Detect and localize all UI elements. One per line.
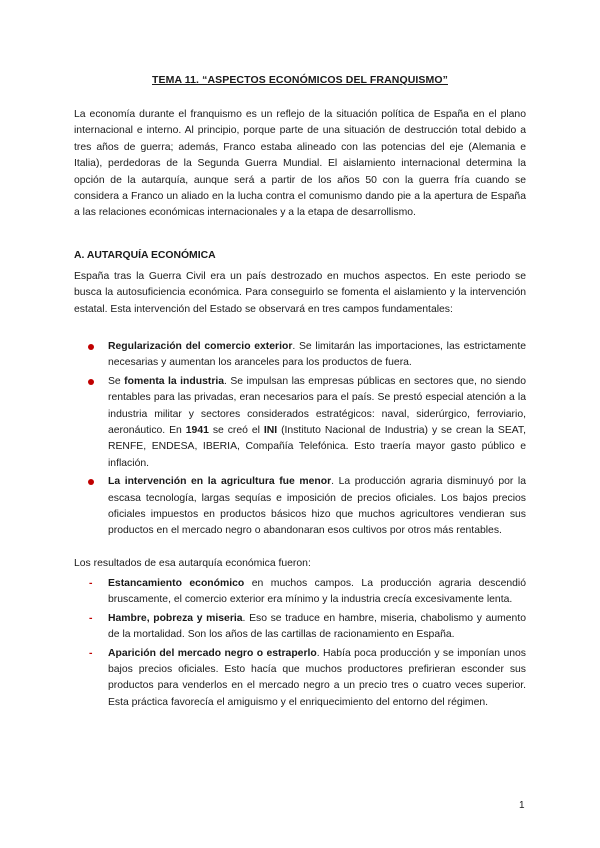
- page-number: 1: [519, 800, 525, 811]
- section-heading-autarquia: A. AUTARQUÍA ECONÓMICA: [74, 250, 216, 261]
- results-list: [88, 576, 526, 711]
- bullet-dot: [88, 344, 94, 350]
- intervention-list: [88, 339, 526, 540]
- page-title: TEMA 11. “ASPECTOS ECONÓMICOS DEL FRANQUISMO”: [151, 74, 448, 86]
- autarquia-paragraph: España tras la Guerra Civil era un país destrozado en muchos aspectos. En este periodo se busca la autosuficiencia económica. Para conseguirlo se fomenta el aislamiento y la intervención estatal. Esta intervención del Estado se observará en tres campos fundamentales:: [74, 271, 526, 315]
- list-item: - Hambre, pobreza y miseria. Eso se traduce en hambre, miseria, chabolismo y aumento de la mortalidad. Son los años de las cartillas de racionamiento en España.: [89, 612, 527, 641]
- dash-marker: -: [89, 578, 93, 589]
- bullet-dot: [88, 479, 94, 485]
- bullet-dot: [88, 379, 94, 385]
- results-intro: Los resultados de esa autarquía económica fueron:: [74, 558, 311, 569]
- list-item: Regularización del comercio exterior. Se limitarán las importaciones, las estrictamente necesarias y aumentan los aranceles para los productos de fuera.: [88, 339, 526, 372]
- dash-marker: -: [89, 647, 93, 659]
- list-item: - Aparición del mercado negro o estraperlo. Había poca producción y se imponían unos bajos precios oficiales. Esto hacía que muchos productores prefirieran esconder sus productos para venderlos en el mercado negro a un precio tres o cuatro veces superior. Esta práctica favorecía el amiguismo y el enriquecimiento del entorno del régimen.: [89, 647, 526, 708]
- intro-paragraph: La economía durante el franquismo es un reflejo de la situación política de España en el plano internacional e interno. Al principio, porque parte de una situación de destrucción total debido a tres años de guerra; además, Franco estaba alineado con las potencias del eje (Alemania e Italia), perdedoras de la Segunda Guerra Mundial. El aislamiento internacional determina la opción de la autarquía, aunque será a partir de los años 50 con la guerra fría cuando se considera a Franco un aliado en la lucha contra el comunismo dando pie a la apertura de España a las relaciones económicas internacionales y a la etapa de desarrollismo.: [74, 109, 526, 219]
- list-item: - Estancamiento económico en muchos campos. La producción agraria descendió bruscamente, el comercio exterior era mínimo y la industria crecía excesivamente lenta.: [89, 578, 526, 606]
- dash-marker: -: [89, 612, 93, 624]
- list-item: Se fomenta la industria. Se impulsan las empresas públicas en sectores que, no siendo rentables para las privadas, eran necesarios para el país. Se prestó especial atención a la industria militar y sectores considerados estratégicos: naval, siderúrgico, ferroviario, aeronáutico. En 1941 se creó el INI (Instituto Nacional de Industria) y se crean la SEAT, RENFE, ENDESA, IBERIA, Compañía Telefónica. Esto traería mayor gasto público e inflación.: [88, 374, 526, 472]
- list-item: La intervención en la agricultura fue menor. La producción agraria disminuyó por la escasa tecnología, largas sequías e imposición de precios oficiales. Los bajos precios oficiales impuestos en productos básicos hizo que muchos agricultores vendieran sus productos en el mercado negro o abandonaran esos cultivos por otros más rentables.: [88, 474, 526, 540]
